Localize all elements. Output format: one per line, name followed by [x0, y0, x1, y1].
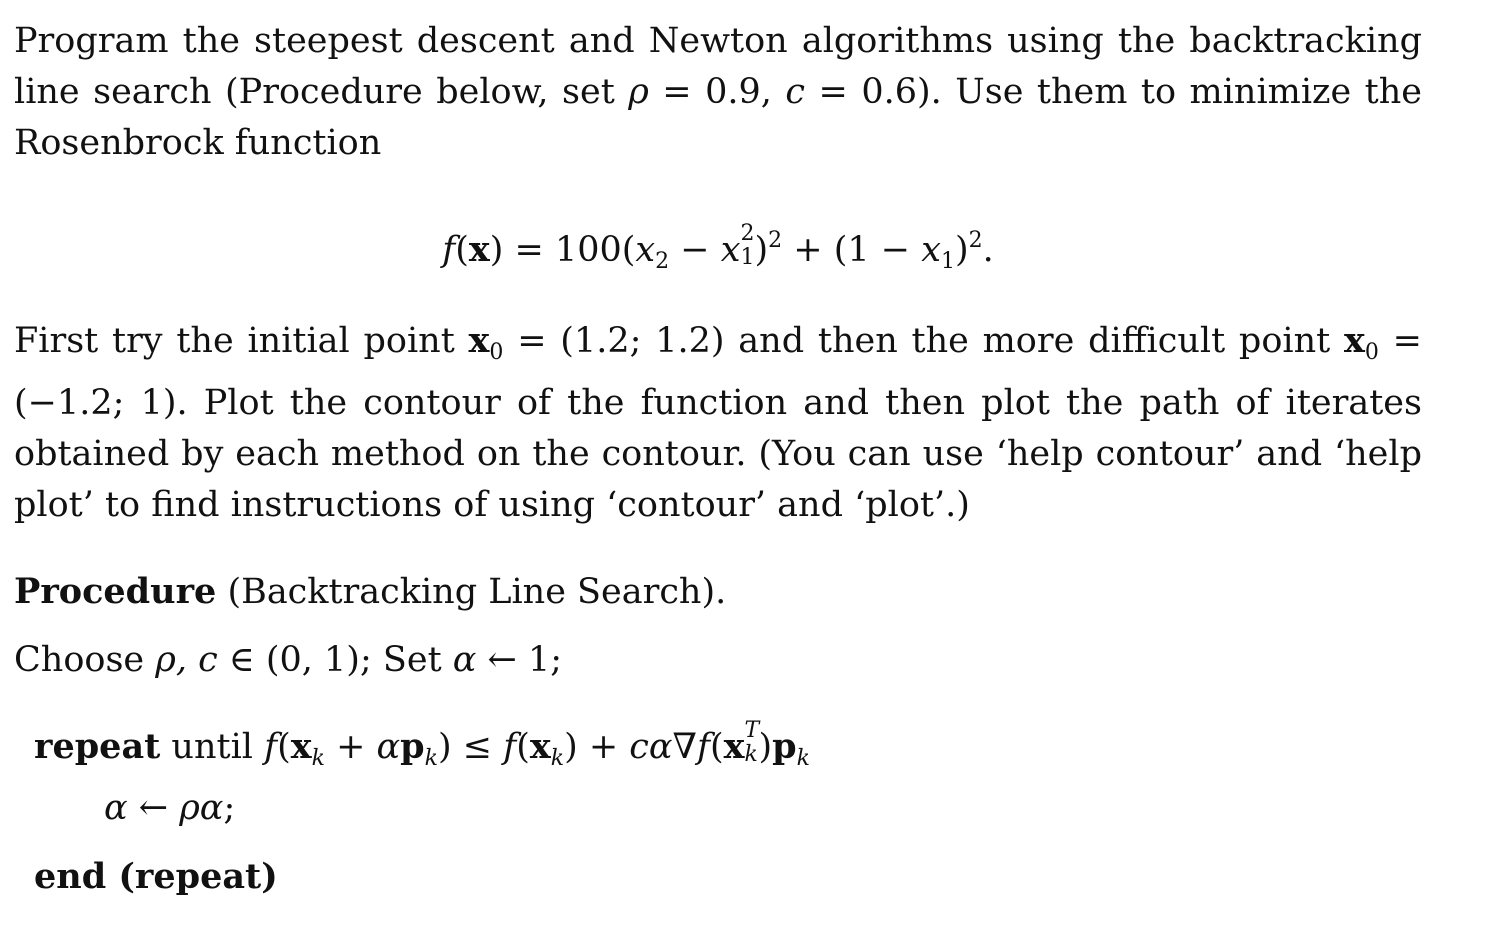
plus-sign: ) + — [564, 727, 630, 767]
minus-sign: − — [669, 230, 721, 270]
procedure-title-rest: (Backtracking Line Search). — [216, 572, 727, 612]
until-text: until — [160, 727, 265, 767]
initial-points-paragraph — [14, 315, 1422, 531]
f-symbol: f — [264, 727, 278, 767]
c-symbol: c — [785, 72, 806, 112]
intro-text: Program the steepest descent and Newton algorithms using the backtracking line search (Procedure below, set — [14, 21, 1422, 112]
x1-var: x — [720, 230, 741, 270]
pk-vector: p — [400, 726, 425, 767]
x0-subscript: 0 — [489, 340, 504, 365]
equals-sign: = — [805, 72, 862, 112]
initial-points-text: First try the initial point — [14, 321, 455, 361]
intro-text-end: ). Use them to minimize the Rosenbrock function — [14, 72, 1422, 163]
square-exponent: 2 — [768, 228, 783, 253]
first-point-text: = (1.2; 1.2) and then the more difficult point — [503, 321, 1331, 361]
assign-one: ← 1; — [476, 640, 563, 680]
comma: , — [760, 72, 786, 112]
x1-subscript: 1 — [740, 245, 755, 270]
k-subscript: k — [796, 746, 810, 771]
x0-vector-second: x — [1344, 320, 1365, 361]
paren-open: ( — [516, 727, 530, 767]
semicolon: ; — [223, 788, 236, 828]
paren-open: ( — [277, 727, 291, 767]
x1-subsup — [740, 221, 755, 270]
x0-vector: x — [468, 320, 490, 361]
x-vector: x — [468, 229, 490, 270]
repeat-keyword: repeat — [34, 726, 161, 767]
x1-var-second: x — [921, 230, 941, 270]
paren-close: ) — [489, 230, 504, 270]
kT-subsup — [744, 718, 760, 767]
procedure-heading — [14, 571, 726, 612]
coefficient: 100( — [554, 230, 636, 270]
rho-symbol: ρ — [628, 72, 649, 112]
c-alpha: cα — [629, 727, 673, 767]
x2-var: x — [635, 230, 656, 270]
transpose-superscript: T — [744, 718, 760, 743]
period: . — [982, 230, 994, 270]
less-equal: ) ≤ — [437, 727, 504, 767]
k-subscript: k — [744, 742, 758, 767]
plus-sign: + — [324, 727, 377, 767]
k-subscript: k — [550, 746, 565, 771]
pk-vector: p — [772, 726, 797, 767]
xk-transpose-vector: x — [723, 726, 745, 767]
nabla-symbol: ∇ — [672, 727, 697, 767]
procedure-title-bold: Procedure — [14, 571, 217, 612]
rosenbrock-equation — [14, 221, 1422, 274]
plot-instructions-text: = (−1.2; 1). Plot the contour of the function and then plot the path of iterates obtained by each method on the contour. (You can use ‘help contour’ and ‘help plot’ to find instructions of using ‘contour’ and ‘plot’.) — [14, 321, 1422, 525]
assign-arrow: ← — [127, 788, 180, 828]
xk-vector: x — [529, 726, 551, 767]
paren-open: ( — [455, 230, 469, 270]
square-exponent-second: 2 — [968, 228, 983, 253]
rho-value: 0.9 — [705, 72, 761, 112]
choose-text: Choose — [14, 640, 156, 680]
repeat-line — [34, 718, 810, 771]
c-value: 0.6 — [861, 72, 917, 112]
paren-open: ( — [709, 727, 724, 767]
x2-subscript: 2 — [655, 249, 670, 274]
x0-subscript-second: 0 — [1364, 340, 1379, 365]
paren-close: ) — [754, 230, 769, 270]
f-symbol: f — [442, 230, 456, 270]
alpha-symbol: α — [376, 727, 401, 767]
plus-term: + (1 − — [782, 230, 922, 270]
alpha-symbol: α — [452, 640, 477, 680]
end-repeat-line — [34, 856, 278, 897]
end-repeat-keyword: end (repeat) — [34, 856, 278, 897]
k-subscript: k — [311, 746, 325, 771]
k-subscript: k — [424, 746, 438, 771]
f-symbol: f — [503, 727, 517, 767]
equals-sign: = — [503, 230, 555, 270]
equals-sign: = — [648, 72, 706, 112]
choose-variables: ρ, c — [155, 640, 218, 680]
f-symbol: f — [697, 727, 710, 767]
paren-close: ) — [758, 727, 773, 767]
rho-alpha: ρα — [179, 788, 224, 828]
x1-subscript-second: 1 — [940, 249, 955, 274]
alpha-symbol: α — [104, 788, 128, 828]
x1-superscript: 2 — [740, 221, 755, 246]
paren-close: ) — [954, 230, 969, 270]
problem-intro-paragraph — [14, 16, 1422, 169]
procedure-init-line — [14, 640, 562, 680]
choose-interval: ∈ (0, 1); Set — [217, 640, 453, 680]
xk-vector: x — [290, 726, 312, 767]
alpha-update-line — [104, 788, 235, 828]
